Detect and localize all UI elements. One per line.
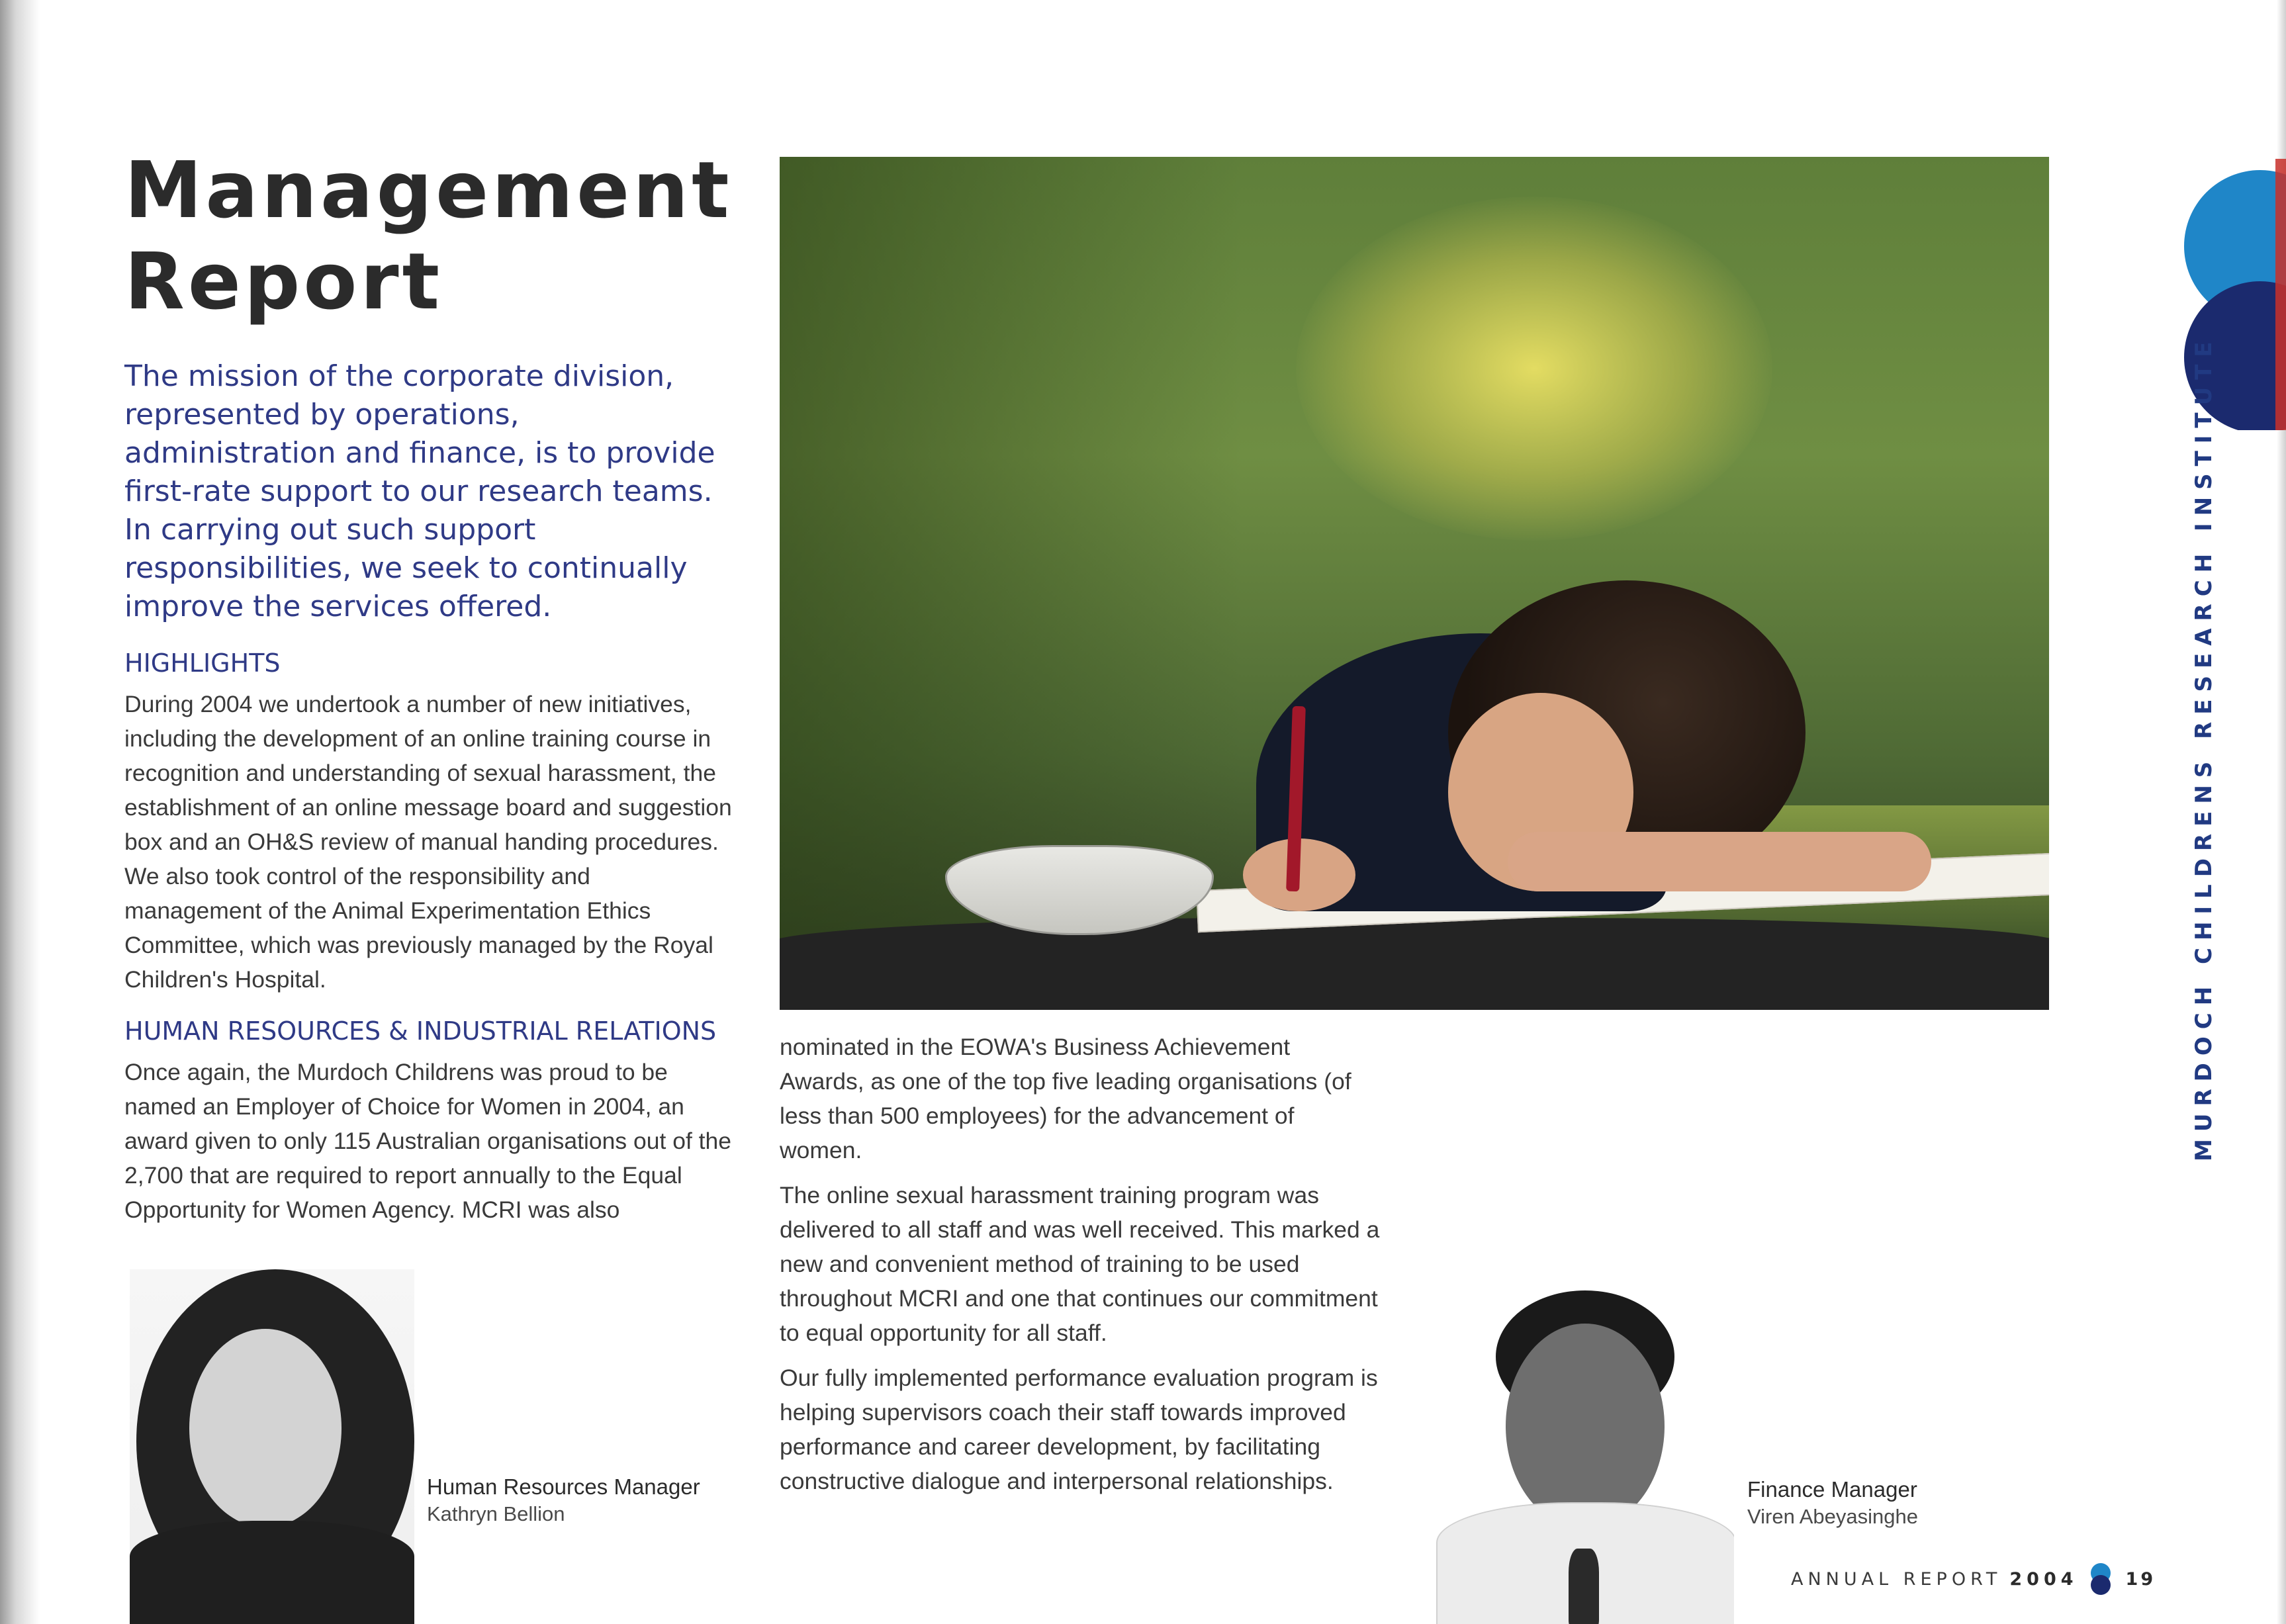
footer-label: ANNUAL REPORT bbox=[1791, 1568, 2002, 1590]
highlights-heading: HIGHLIGHTS bbox=[124, 649, 281, 678]
hero-photo-child-writing bbox=[780, 157, 2049, 1010]
page-title-line2: Report bbox=[124, 236, 443, 327]
finance-manager-title: Finance Manager bbox=[1747, 1477, 1917, 1502]
page-gutter-shadow bbox=[0, 0, 40, 1624]
institute-side-label: MURDOCH CHILDRENS RESEARCH INSTITUTE bbox=[2191, 334, 2217, 1161]
page-title bbox=[124, 144, 733, 327]
footer-year: 2004 bbox=[2009, 1568, 2078, 1590]
hr-paragraph-3: Our fully implemented performance evaluation program is helping supervisors coach their staff towards improved performance and career development, by facilitating constructive dialogue and interpersonal relationships. bbox=[780, 1365, 1378, 1494]
hr-manager-title: Human Resources Manager bbox=[427, 1474, 700, 1499]
finance-manager-name: Viren Abeyasinghe bbox=[1747, 1505, 1918, 1528]
hr-heading: HUMAN RESOURCES & INDUSTRIAL RELATIONS bbox=[124, 1016, 717, 1046]
hr-manager-name: Kathryn Bellion bbox=[427, 1502, 565, 1525]
hr-paragraph-2: The online sexual harassment training program was delivered to all staff and was well received. This marked a new and convenient method of training to be used throughout MCRI and one that continues our commitment to equal opportunity for all staff. bbox=[780, 1182, 1380, 1346]
highlights-body: During 2004 we undertook a number of new initiatives, including the development of an online training course in recognition and understanding of sexual harassment, the establishment of an online message board and suggestion box and an OH&S review of manual handing procedures. We also took control of the responsibility and management of the Animal Experimentation Ethics Committee, which was previously managed by the Royal Children's Hospital. bbox=[124, 691, 732, 993]
hr-body-part1: Once again, the Murdoch Childrens was proud to be named an Employer of Choice for Women in 2004, an award given to only 115 Australian organisations out of the 2,700 that are required to report annually to the Equal Opportunity for Women Agency. MCRI was also bbox=[124, 1059, 732, 1223]
footer-circles-icon bbox=[2087, 1562, 2114, 1596]
page-title-line1: Management bbox=[124, 144, 733, 236]
portrait-finance-manager bbox=[1436, 1284, 1734, 1624]
hr-body-part2: nominated in the EOWA's Business Achievement Awards, as one of the top five leading organisations (of less than 500 employees) for the advancement of women. bbox=[780, 1034, 1351, 1163]
intro-paragraph: The mission of the corporate division, represented by operations, administration and finance, is to provide first-rate support to our research teams. In carrying out such support responsibilities, we seek to continually improve the services offered. bbox=[124, 359, 715, 623]
portrait-hr-manager bbox=[130, 1269, 414, 1624]
page-number: 19 bbox=[2125, 1568, 2156, 1590]
page-footer bbox=[1791, 1562, 2156, 1596]
